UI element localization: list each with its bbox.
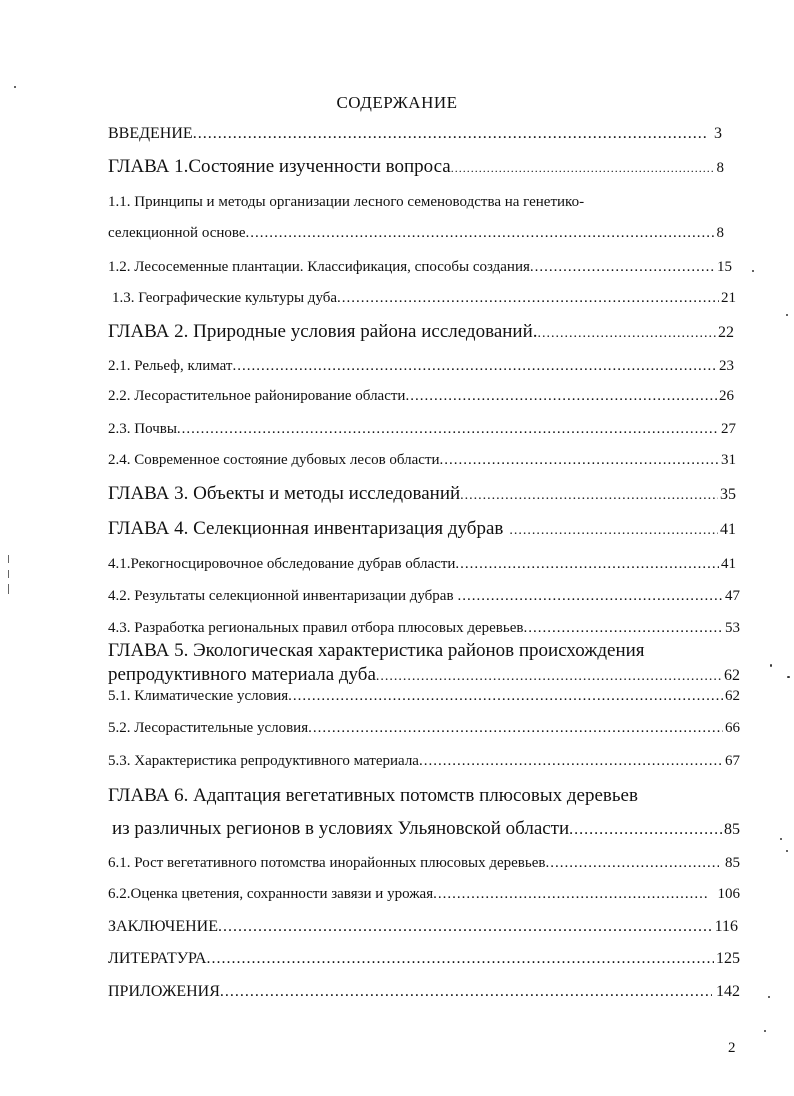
toc-entry-label: селекционной основе (108, 225, 246, 241)
toc-entry-section-2-2 (108, 388, 734, 405)
scan-speck (786, 850, 788, 852)
leader-dots (232, 358, 717, 375)
toc-entry-page: 27 (721, 421, 736, 437)
leader-dots (538, 326, 716, 342)
scan-speck (770, 664, 772, 667)
toc-entry-section-4-1 (108, 556, 736, 573)
toc-entry-literature (108, 950, 740, 968)
toc-entry-label: 1.2. Лесосеменные плантации. Классификация, способы создания (108, 259, 530, 275)
toc-entry-page: 53 (725, 620, 740, 636)
toc-entry-section-6-2 (108, 886, 740, 903)
toc-entry-chapter-2 (108, 321, 734, 343)
leader-dots (503, 523, 718, 539)
leader-dots (288, 688, 723, 705)
leader-dots (454, 588, 723, 605)
page-number: 2 (728, 1040, 736, 1056)
toc-entry-label: 5.3. Характеристика репродуктивного материала (108, 753, 419, 769)
toc-entry-section-4-2 (108, 588, 740, 605)
toc-entry-page: 116 (714, 918, 738, 935)
toc-entry-chapter-4 (108, 518, 736, 540)
toc-entry-label: 5.2. Лесорастительные условия (108, 720, 309, 736)
leader-dots (433, 886, 707, 903)
toc-entry-page: 3 (714, 125, 722, 142)
toc-entry-page: 35 (720, 486, 736, 503)
toc-entry-section-5-2 (108, 720, 740, 737)
leader-dots (569, 821, 722, 839)
toc-entry-page: 23 (719, 358, 734, 374)
toc-entry-label: 4.2. Результаты селекционной инвентаризации дубрав (108, 588, 454, 604)
toc-entry-section-2-4 (108, 452, 736, 469)
leader-dots (206, 950, 714, 968)
toc-entry-page: 8 (716, 160, 724, 176)
toc-entry-label: 2.1. Рельеф, климат (108, 358, 233, 374)
toc-entry-page: 41 (720, 521, 736, 538)
toc-entry-label: ПРИЛОЖЕНИЯ (108, 983, 220, 1000)
toc-entry-section-1-1-cont (108, 225, 724, 242)
toc-entry-page: 26 (719, 388, 734, 404)
toc-entry-page: 67 (725, 753, 740, 769)
leader-dots (220, 983, 712, 1001)
scan-speck (780, 838, 782, 840)
leader-dots (193, 125, 706, 143)
leader-dots (308, 720, 723, 737)
toc-entry-label: 2.4. Современное состояние дубовых лесов области (108, 452, 440, 468)
leader-dots (177, 421, 719, 438)
leader-dots (545, 855, 719, 872)
toc-entry-label: 6.1. Рост вегетативного потомства инорайонных плюсовых деревьев (108, 855, 546, 871)
toc-entry-page: 66 (725, 720, 740, 736)
toc-entry-chapter-5: ГЛАВА 5. Экологическая характеристика районов происхождения (108, 640, 645, 661)
scan-speck (764, 1030, 766, 1032)
leader-dots (337, 290, 719, 307)
toc-entry-page: 22 (718, 324, 734, 341)
toc-entry-introduction (108, 125, 722, 143)
leader-dots (405, 388, 717, 405)
toc-entry-chapter-3 (108, 483, 736, 505)
toc-entry-page: 142 (716, 983, 740, 1000)
scan-speck (14, 86, 16, 88)
toc-entry-chapter-6-cont (112, 818, 740, 840)
toc-entry-section-1-3 (112, 290, 736, 307)
toc-entry-label: ГЛАВА 2. Природные условия района исследований. (108, 321, 538, 342)
scan-speck (786, 314, 788, 316)
toc-entry-label: ГЛАВА 1.Состояние изученности вопроса (108, 156, 451, 177)
scan-speck (787, 676, 790, 678)
toc-entry-page: 41 (721, 556, 736, 572)
toc-entry-page: 62 (724, 667, 740, 684)
leader-dots (451, 161, 715, 176)
scan-edge-mark (8, 584, 9, 594)
scan-speck (752, 270, 754, 272)
toc-entry-page: 106 (717, 886, 740, 902)
leader-dots (440, 452, 719, 469)
toc-entry-page: 8 (716, 225, 724, 241)
toc-entry-label: ГЛАВА 4. Селекционная инвентаризация дубрав (108, 518, 504, 539)
toc-entry-label: ЛИТЕРАТУРА (108, 950, 207, 967)
toc-entry-label: ВВЕДЕНИЕ (108, 125, 193, 142)
toc-entry-label: 5.1. Климатические условия (108, 688, 289, 704)
toc-entry-page: 21 (721, 290, 736, 306)
leader-dots (246, 225, 715, 242)
toc-entry-section-4-3 (108, 620, 740, 637)
toc-entry-label: 2.3. Почвы (108, 421, 177, 437)
toc-entry-appendices (108, 983, 740, 1001)
leader-dots (218, 918, 713, 936)
toc-entry-section-5-1 (108, 688, 740, 705)
leader-dots (419, 753, 723, 770)
toc-entry-section-5-3 (108, 753, 740, 770)
toc-entry-label: из различных регионов в условиях Ульяновской области (112, 818, 570, 839)
scan-edge-mark (8, 570, 9, 578)
toc-entry-label: ГЛАВА 3. Объекты и методы исследований (108, 483, 461, 504)
toc-entry-label: 6.2.Оценка цветения, сохранности завязи и урожая (108, 886, 434, 902)
toc-entry-page: 62 (725, 688, 740, 704)
toc-entry-section-1-1: 1.1. Принципы и методы организации лесного семеноводства на генетико- (108, 194, 585, 210)
toc-entry-label: 4.3. Разработка региональных правил отбора плюсовых деревьев (108, 620, 524, 636)
toc-entry-page: 85 (724, 821, 740, 838)
scan-speck (768, 996, 770, 998)
scan-edge-mark (8, 555, 9, 563)
toc-entry-label: 4.1.Рекогносцировочное обследование дубрав области (108, 556, 456, 572)
page-title: СОДЕРЖАНИЕ (336, 93, 458, 112)
toc-entry-label: ЗАКЛЮЧЕНИЕ (108, 918, 218, 935)
toc-entry-chapter-6: ГЛАВА 6. Адаптация вегетативных потомств плюсовых деревьев (108, 785, 638, 806)
leader-dots (530, 259, 715, 276)
toc-entry-page: 15 (717, 259, 732, 275)
toc-entry-section-2-1 (108, 358, 734, 375)
toc-entry-page: 31 (721, 452, 736, 468)
toc-entry-chapter-5-cont (108, 664, 740, 686)
toc-entry-page: 47 (725, 588, 740, 604)
toc-entry-label: 2.2. Лесорастительное районирование области (108, 388, 406, 404)
toc-entry-label: репродуктивного материала дуба (108, 664, 376, 685)
toc-entry-label: 1.3. Географические культуры дуба (112, 290, 338, 306)
leader-dots (376, 669, 722, 685)
toc-entry-page: 125 (716, 950, 740, 967)
toc-entry-conclusion (108, 918, 738, 936)
toc-entry-section-6-1 (108, 855, 740, 872)
leader-dots (460, 488, 718, 504)
leader-dots (455, 556, 719, 573)
toc-entry-section-2-3 (108, 421, 736, 438)
toc-entry-page: 85 (725, 855, 740, 871)
toc-entry-section-1-2 (108, 259, 732, 276)
toc-entry-chapter-1 (108, 156, 724, 178)
leader-dots (523, 620, 723, 637)
